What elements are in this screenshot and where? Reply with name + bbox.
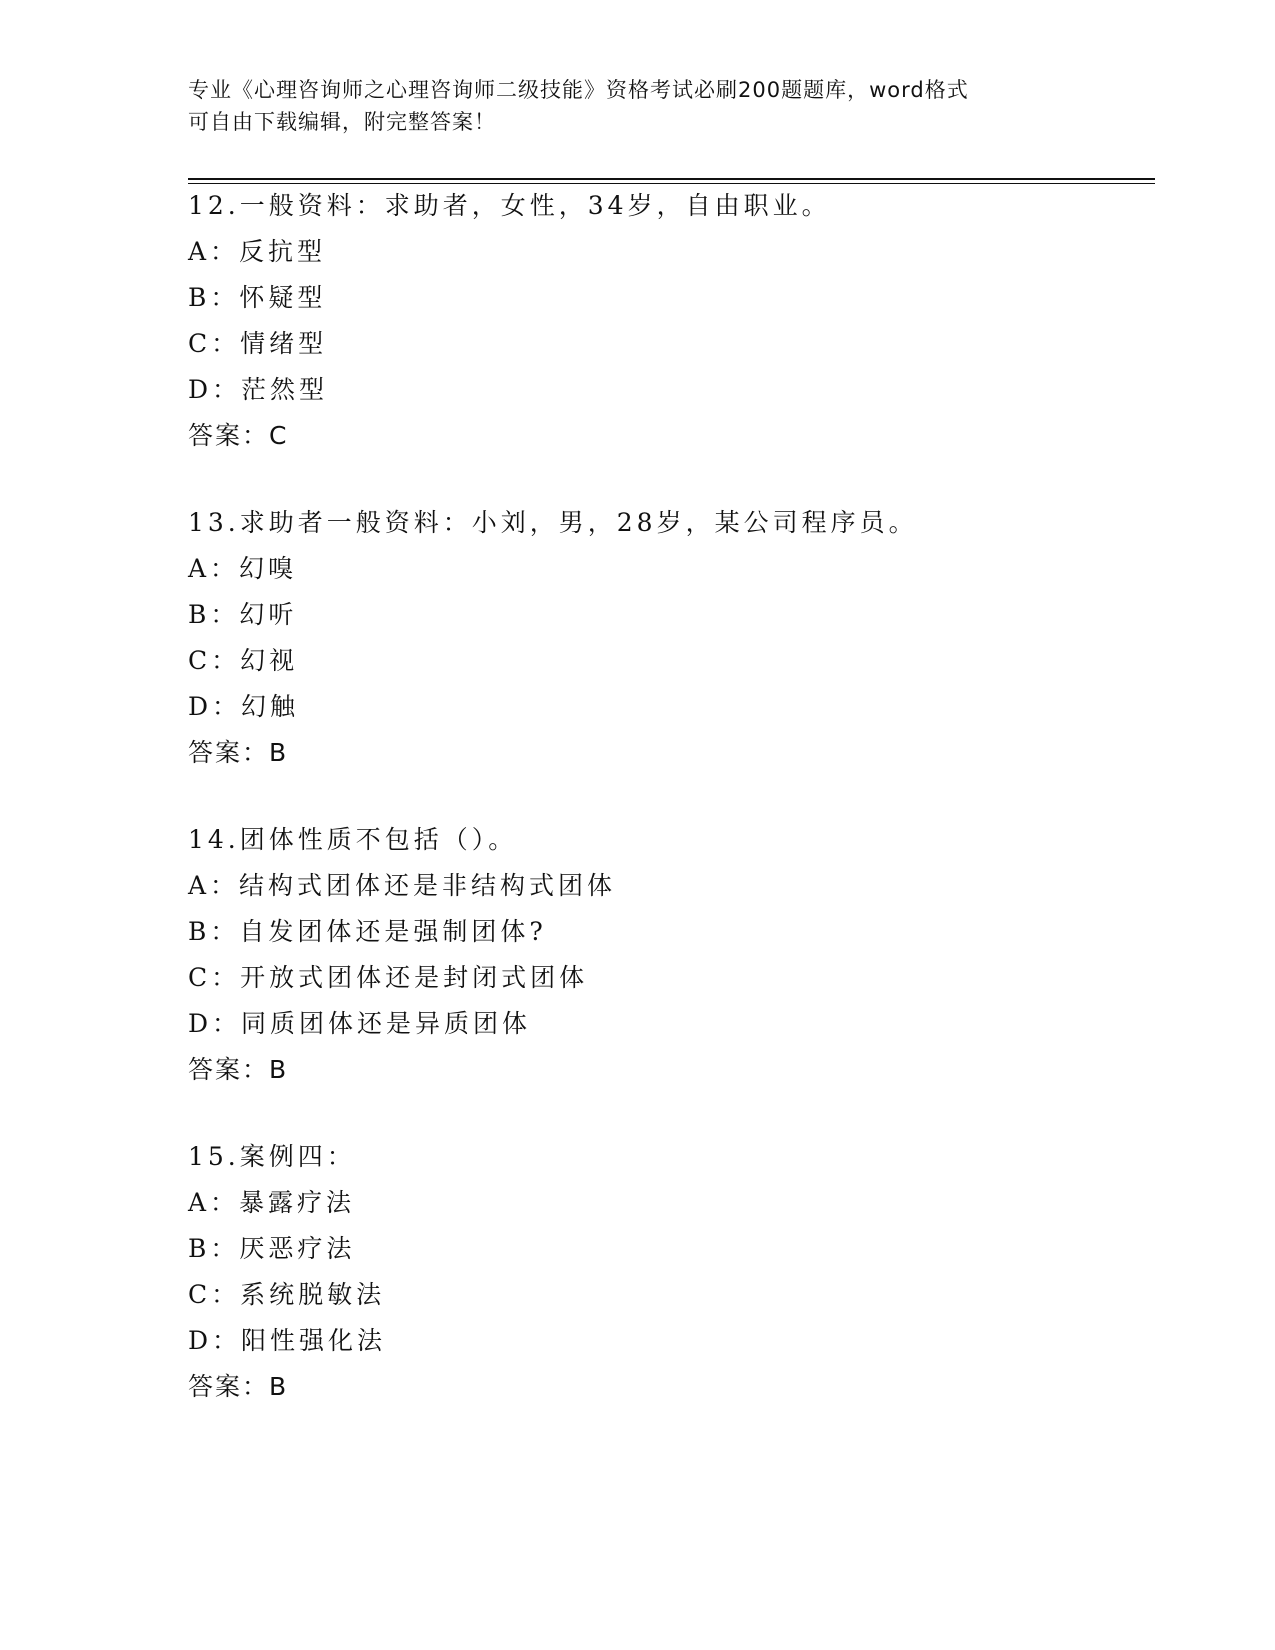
- option-c: C：系统脱敏法: [188, 1280, 386, 1309]
- answer-line: 答案：B: [188, 1055, 289, 1084]
- option-a: A：反抗型: [188, 237, 327, 266]
- question-14: [188, 817, 1148, 1093]
- option-a: A：幻嗅: [188, 554, 298, 583]
- question-stem: 13.求助者一般资料：小刘，男，28岁，某公司程序员。: [188, 508, 918, 537]
- option-c: C：情绪型: [188, 329, 328, 358]
- question-13: [188, 500, 1148, 776]
- answer-line: 答案：B: [188, 1372, 289, 1401]
- option-c: C：开放式团体还是封闭式团体: [188, 963, 589, 992]
- option-d: D：同质团体还是异质团体: [188, 1009, 532, 1038]
- question-15: [188, 1134, 1148, 1410]
- answer-line: 答案：C: [188, 421, 289, 450]
- question-stem: 14.团体性质不包括（）。: [188, 825, 518, 854]
- option-b: B：自发团体还是强制团体?: [188, 917, 547, 946]
- document-header: [188, 74, 1088, 138]
- header-line-2: 可自由下载编辑，附完整答案！: [188, 110, 496, 134]
- option-a: A：结构式团体还是非结构式团体: [188, 871, 617, 900]
- option-b: B：幻听: [188, 600, 298, 629]
- option-d: D：阳性强化法: [188, 1326, 387, 1355]
- option-d: D：茫然型: [188, 375, 329, 404]
- option-d: D：幻触: [188, 692, 300, 721]
- header-line-1: 专业《心理咨询师之心理咨询师二级技能》资格考试必刷200题题库，word格式: [188, 78, 969, 102]
- option-b: B：怀疑型: [188, 283, 327, 312]
- question-stem: 12.一般资料：求助者，女性，34岁，自由职业。: [188, 191, 831, 220]
- question-12: [188, 183, 1148, 459]
- answer-line: 答案：B: [188, 738, 289, 767]
- option-b: B：厌恶疗法: [188, 1234, 356, 1263]
- question-stem: 15.案例四：: [188, 1142, 356, 1171]
- header-divider-thick: [188, 178, 1155, 180]
- option-c: C：幻视: [188, 646, 299, 675]
- option-a: A：暴露疗法: [188, 1188, 356, 1217]
